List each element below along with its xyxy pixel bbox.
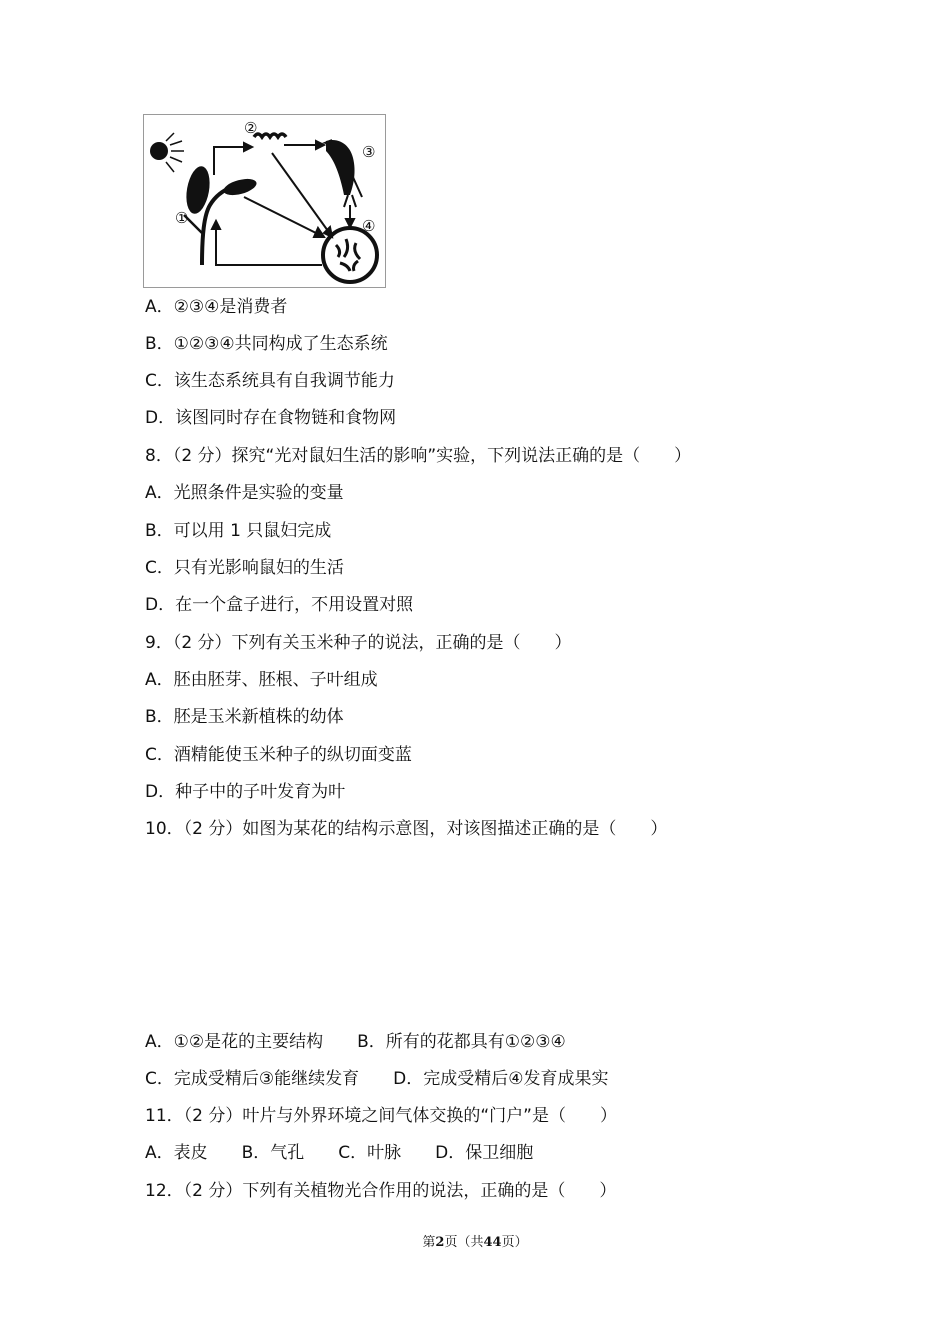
- footer-prefix: 第: [422, 1235, 436, 1250]
- q8-option-a: A．光照条件是实验的变量: [145, 483, 344, 503]
- q8-stem: 8．（2 分）探究“光对鼠妇生活的影响”实验，下列说法正确的是（ ）: [145, 446, 692, 466]
- q8-option-c: C．只有光影响鼠妇的生活: [145, 558, 344, 578]
- footer-suffix: 页）: [501, 1235, 528, 1250]
- q7-option-c: C．该生态系统具有自我调节能力: [145, 371, 395, 391]
- plant-icon: [183, 164, 258, 265]
- q9-option-a: A．胚由胚芽、胚根、子叶组成: [145, 670, 378, 690]
- ecosystem-diagram: [144, 115, 385, 287]
- q9-option-c: C．酒精能使玉米种子的纵切面变蓝: [145, 745, 412, 765]
- q10-stem: 10．（2 分）如图为某花的结构示意图，对该图描述正确的是（ ）: [145, 819, 668, 839]
- sun-icon: [150, 133, 184, 172]
- q9-stem: 9．（2 分）下列有关玉米种子的说法，正确的是（ ）: [145, 633, 572, 653]
- q10-options-row1: A．①②是花的主要结构 B．所有的花都具有①②③④: [145, 1032, 566, 1052]
- q10-options-row2: C．完成受精后③能继续发育 D．完成受精后④发育成果实: [145, 1069, 609, 1089]
- figure-label-1: ①: [175, 209, 189, 227]
- footer-total-pages: 44: [483, 1235, 502, 1250]
- q12-stem: 12．（2 分）下列有关植物光合作用的说法，正确的是（ ）: [145, 1181, 617, 1201]
- q8-option-d: D．在一个盒子进行，不用设置对照: [145, 595, 414, 615]
- q11-stem: 11．（2 分）叶片与外界环境之间气体交换的“门户”是（ ）: [145, 1106, 617, 1126]
- q11-options-row: A．表皮 B．气孔 C．叶脉 D．保卫细胞: [145, 1143, 534, 1163]
- figure-label-2: ②: [244, 119, 258, 137]
- bird-icon: [322, 139, 362, 207]
- q7-option-b: B．①②③④共同构成了生态系统: [145, 334, 388, 354]
- footer-middle: 页（共: [444, 1235, 484, 1250]
- page-footer: [0, 1231, 950, 1250]
- q7-option-a: A．②③④是消费者: [145, 297, 288, 317]
- q9-option-d: D．种子中的子叶发育为叶: [145, 782, 346, 802]
- figure-label-3: ③: [362, 143, 376, 161]
- q8-option-b: B．可以用 1 只鼠妇完成: [145, 521, 332, 541]
- q9-option-b: B．胚是玉米新植株的幼体: [145, 707, 344, 727]
- caterpillar-icon: [254, 134, 286, 137]
- q7-option-d: D．该图同时存在食物链和食物网: [145, 408, 397, 428]
- ecosystem-figure: [143, 114, 386, 288]
- footer-page-number: 2: [435, 1235, 445, 1250]
- figure-label-4: ④: [362, 217, 376, 235]
